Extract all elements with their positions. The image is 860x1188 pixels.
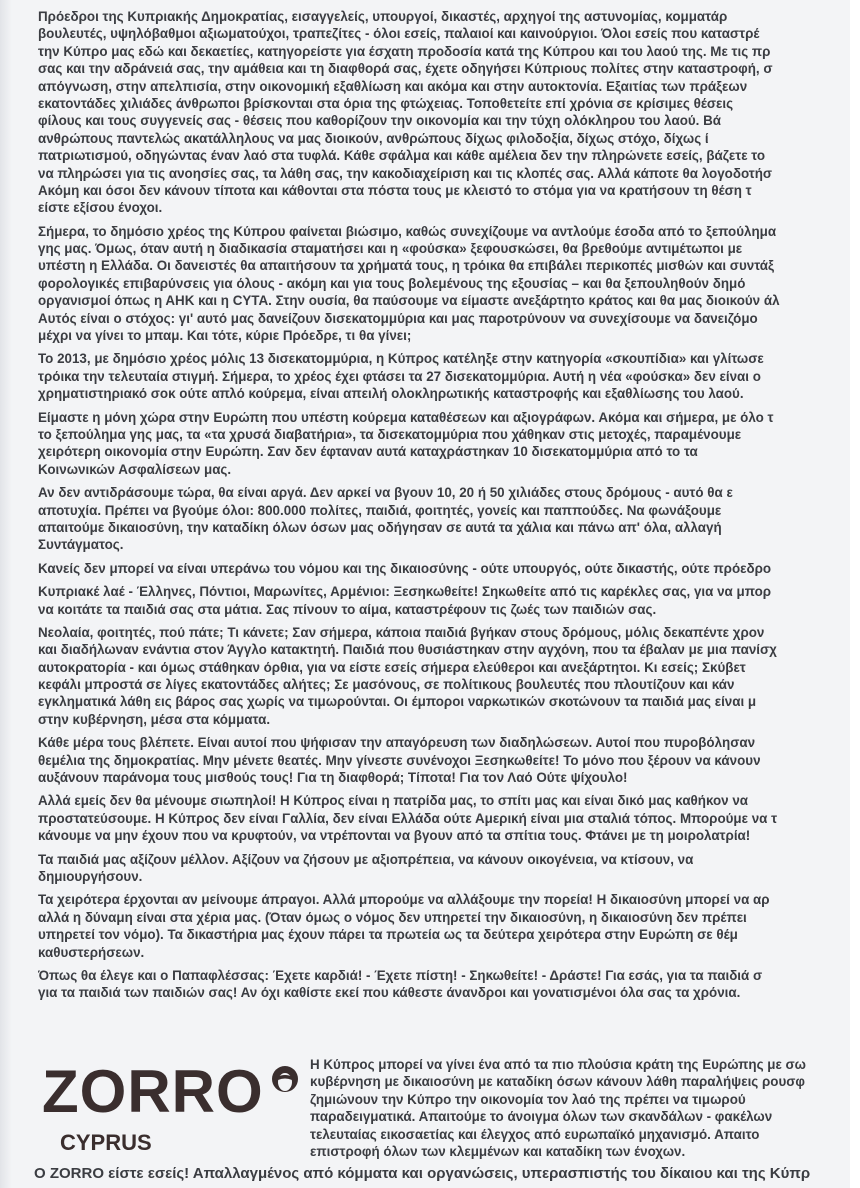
zorro-logo <box>38 1056 300 1164</box>
text-line: τελευταίας εικοσαετίας και έλεγχος από ευρωπαϊκό μηχανισμό. Απαιτο <box>310 1126 760 1142</box>
text-line: εγκληματικά λάθη εις βάρος σας χωρίς να τιμωρούνται. Οι έμποροι ναρκωτικών σκοτώνουν τα παιδιά μας είναι μ <box>38 694 757 710</box>
text-line: Το 2013, με δημόσιο χρέος μόλις 13 δισεκατομμύρια, η Κύπρος κατέληξε στην κατηγορία «σκουπίδια» και γλίτωσε <box>38 351 764 367</box>
text-line: παραδειγματικά. Απαιτούμε το άνοιγμα όλων των σκανδάλων - φακέλων <box>310 1109 773 1125</box>
paragraph <box>38 624 850 728</box>
text-line: είστε εξίσου ένοχοι. <box>38 200 163 216</box>
text-line: υπηρετεί τον νόμο). Τα δικαστήρια μας έχουν πάρει τα πρωτεία ως τα δεύτερα χειρότερα στην Ευρώπη σε θέμ <box>38 927 738 943</box>
text-line: κυβέρνηση με δικαιοσύνη με καταδίκη όσων κάνουν λάθη παραλήψεις ρουσφ <box>310 1074 805 1090</box>
logo-word: ZORRO <box>42 1058 264 1125</box>
paragraph <box>38 223 850 345</box>
text-line: απαιτούμε δικαιοσύνη, την καταδίκη όλων όσων μας οδήγησαν σε αυτά τα χάλια και πάνω απ' όλα, αλλαγή <box>38 519 722 535</box>
text-line: επιστροφή όλων των κλεμμένων και καταδίκη των ένοχων. <box>310 1143 686 1159</box>
paragraph <box>38 560 850 577</box>
paragraph <box>38 583 850 618</box>
text-line: Τα παιδιά μας αξίζουν μέλλον. Αξίζουν να ζήσουν με αξιοπρέπεια, να κάνουν οικογένεια, να κτίσουν, να <box>38 851 694 867</box>
text-line: καθυστερήσεων. <box>38 944 145 960</box>
text-line: για τα παιδιά των παιδιών σας! Αν όχι καθίστε εκεί που κάθεστε άνανδροι και γονατισμένοι όλα σας τα χρόνια. <box>38 985 741 1001</box>
text-line: χρηματιστηριακό σοκ ούτε απλό κούρεμα, είναι απειλή ολοκληρωτικής καταστροφής και εξαθλίωσης του λαού. <box>38 386 744 402</box>
text-line: Κυπριακέ λαέ - Έλληνες, Πόντιοι, Μαρωνίτες, Αρμένιοι: Ξεσηκωθείτε! Σηκωθείτε από τις καρέκλες σας, για να μπορ <box>38 584 772 600</box>
text-line: Πρόεδροι της Κυπριακής Δημοκρατίας, εισαγγελείς, υπουργοί, δικαστές, αρχηγοί της αστυνομίας, κομματάρ <box>38 9 728 24</box>
text-line: τρόικα την τελευταία στιγμή. Σήμερα, το χρέος έχει φτάσει τα 27 δισεκατομμύρια. Αυτή η νέα «φούσκα» δεν είναι ο <box>38 368 761 384</box>
paragraph <box>38 792 850 844</box>
text-line: χειρότερη οικονομία στην Ευρώπη. Σαν δεν έφταναν αυτά καταχράστηκαν 10 δισεκατομμύρια από το τα <box>38 444 698 460</box>
text-line: Κανείς δεν μπορεί να είναι υπεράνω του νόμου και της δικαιοσύνης - ούτε υπουργός, ούτε δικαστής, ούτε πρόεδρο <box>38 560 772 576</box>
masked-face-icon <box>270 1064 300 1094</box>
text-line: Συντάγματος. <box>38 537 124 553</box>
text-line: και διαδήλωναν ενάντια στον Άγγλο κατακτητή. Παιδιά που θυσιάστηκαν στην αγχόνη, που τα έβαλαν με μια πανίσχ <box>38 642 777 658</box>
text-line: Αν δεν αντιδράσουμε τώρα, θα είναι αργά. Δεν αρκεί να βγουν 10, 20 ή 50 χιλιάδες στους δρόμους - αυτό θα ε <box>38 485 733 501</box>
text-line: να πληρώσει για τις ανοησίες σας, τα λάθη σας, την κακοδιαχείριση και τις κλοπές σας. Αλλά κάποτε θα λογοδοτήσ <box>38 165 773 181</box>
text-line: Αυτός είναι ο στόχος: γι' αυτό μας δανείζουν δισεκατομμύρια και μας παροτρύνουν να συνεχίσουμε να δανειζόμο <box>38 310 758 326</box>
text-line: δημιουργήσουν. <box>38 868 143 884</box>
text-line: Σήμερα, το δημόσιο χρέος της Κύπρου φαίνεται βιώσιμο, καθώς συνεχίζουμε να αντλούμε έσοδα από το ξεπούλημα <box>38 223 777 239</box>
text-line: μέχρι να γίνει το μπαμ. Και τότε, κύριε Πρόεδρε, τι θα γίνει; <box>38 328 412 344</box>
text-line: αυτοκρατορία - και όμως στάθηκαν όρθια, για να είστε εσείς σήμερα ελεύθεροι και ανεξάρτητοι. Κι εσείς; Σκύβετ <box>38 659 746 675</box>
paragraph <box>38 8 850 217</box>
text-line: κεφάλι μπροστά σε λίγες εκατοντάδες αλήτες; Σε μασόνους, σε πολίτικους βουλευτές που πλουτίζουν και κάν <box>38 677 735 693</box>
text-line: Κάθε μέρα τους βλέπετε. Είναι αυτοί που ψήφισαν την απαγόρευση των διαδηλώσεων. Αυτοί που πυροβόλησαν <box>38 735 756 751</box>
paragraph <box>38 734 850 786</box>
text-line: στην κυβέρνηση, μέσα στα κόμματα. <box>38 711 271 727</box>
closing-paragraph <box>310 1056 850 1160</box>
paragraph <box>38 851 850 886</box>
text-line: Νεολαία, φοιτητές, πού πάτε; Τι κάνετε; Σαν σήμερα, κάποια παιδιά βγήκαν στους δρόμους, μόλις δεκαπέντε χρον <box>38 624 765 640</box>
text-line: την Κύπρο μας εδώ και δεκαετίες, κατηγορείστε για έσχατη προδοσία κατά της Κύπρου και του λαού της. Με τις πρ <box>38 43 771 59</box>
text-line: Τα χειρότερα έρχονται αν μείνουμε άπραγοι. Αλλά μπορούμε να αλλάξουμε την πορεία! Η δικαιοσύνη μπορεί να αρ <box>38 892 770 908</box>
text-line: γης μας. Όμως, όταν αυτή η διαδικασία σταματήσει και η «φούσκα» ξεφουσκώσει, θα βρεθούμε αντιμέτωποι με <box>38 241 743 257</box>
text-line: Κοινωνικών Ασφαλίσεων μας. <box>38 461 232 477</box>
logo-subtitle: CYPRUS <box>60 1130 152 1155</box>
paragraph <box>38 409 850 479</box>
text-line: οργανισμοί όπως η ΑΗΚ και η CYTA. Στην ουσία, θα παύσουμε να είμαστε ανεξάρτητο κράτος και θα μας διοικούν άλ <box>38 293 780 309</box>
text-line: να κοιτάτε τα παιδιά σας στα μάτια. Σας πίνουν το αίμα, καταστρέφουν τις ζωές των παιδιών σας. <box>38 601 657 617</box>
text-line: Όπως θα έλεγε και ο Παπαφλέσσας: Έχετε καρδιά! - Έχετε πίστη! - Σηκωθείτε! - Δράστε! Για εσάς, για τα παιδιά σ <box>38 967 763 983</box>
paragraph <box>38 484 850 554</box>
text-line: θεμέλια της δημοκρατίας. Μην μένετε θεατές. Μην γίνεστε συνένοχοι Ξεσηκωθείτε! Το μόνο που ξέρουν να κάνουν <box>38 752 761 768</box>
text-line: Η Κύπρος μπορεί να γίνει ένα από τα πιο πλούσια κράτη της Ευρώπης με σω <box>310 1057 806 1072</box>
scan-right-edge <box>850 0 860 1188</box>
text-line: σας και την αδράνειά σας, την αμάθεια και τη διαφθορά σας, έχετε οδηγήσει Κύπριους πολίτες στην καταστροφή, σ <box>38 61 773 77</box>
text-line: ζημιώνουν την Κύπρο την οικονομία τον λαό της πρέπει να τιμωρού <box>310 1091 746 1107</box>
text-line: βουλευτές, υψηλόβαθμοι αξιωματούχοι, τραπεζίτες - όλοι εσείς, παλαιοί και καινούργιοι. Όλοι εσείς που καταστρέ <box>38 26 760 42</box>
text-line: Αλλά εμείς δεν θα μένουμε σιωπηλοί! Η Κύπρος είναι η πατρίδα μας, το σπίτι μας και είναι δικό μας καθήκον να <box>38 793 749 809</box>
text-line: αυξάνουν παράνομα τους μισθούς τους! Για τη διαφθορά; Τίποτα! Για τον Λαό Ούτε ψίχουλο! <box>38 770 628 786</box>
scan-left-edge <box>0 0 12 1188</box>
paragraph <box>38 891 850 961</box>
footer-line: Ο ZORRO είστε εσείς! Απαλλαγμένος από κόμματα και οργανώσεις, υπερασπιστής του δίκαιου και της Κύπρ <box>34 1165 811 1182</box>
text-line: το ξεπούλημα γης μας, τα «τα χρυσά διαβατήρια», τα δισεκατομμύρια που χάθηκαν στις μετοχές, παραμένουμε <box>38 426 742 442</box>
text-line: απόγνωση, στην απελπισία, στην οικονομική εξαθλίωση και ακόμα και στην αυτοκτονία. Εξαιτίας των πράξεων <box>38 78 748 94</box>
text-line: Είμαστε η μόνη χώρα στην Ευρώπη που υπέστη κούρεμα καταθέσεων και αξιογράφων. Ακόμα και σήμερα, με όλο τ <box>38 409 774 425</box>
text-line: πατριωτισμού, οδηγώντας έναν λαό στα τυφλά. Κάθε σφάλμα και κάθε αμέλεια δεν την πληρώνετε εσείς, βάζετε το <box>38 148 766 164</box>
paragraph <box>38 967 850 1002</box>
text-line: κάνουμε να μην έχουν που να κρυφτούν, να ντρέπονται να βγουν από τα σπίτια τους. Φτάνει με τη μοιρολατρία! <box>38 828 751 844</box>
text-line: προστατεύσουμε. Η Κύπρος δεν είναι Γαλλία, δεν είναι Ελλάδα ούτε Αμερική είναι μια σταλιά τόπος. Μπορούμε να τ <box>38 810 778 826</box>
text-line: υπέστη η Ελλάδα. Οι δανειστές θα απαιτήσουν τα χρήματά τους, η τρόικα θα επιβάλει περικοπές μισθών και συντάξ <box>38 258 775 274</box>
text-line: φορολογικές επιβαρύνσεις για όλους - ακόμη και για τους βολεμένους της εξουσίας – και θα ξεπουληθούν δημό <box>38 275 746 291</box>
text-line: αποτυχία. Πρέπει να βγούμε όλοι: 800.000 πολίτες, παιδιά, φοιτητές, γονείς και παππούδες. Να φωνάξουμε <box>38 502 722 518</box>
text-line: φίλους και τους συγγενείς σας - θέσεις που καθορίζουν την οικονομία και την τύχη ολόκληρου του λαού. Βά <box>38 113 722 129</box>
text-line: Ακόμη και όσοι δεν κάνουν τίποτα και κάθονται στα πόστα τους με κλειστό το στόμα για να κρατήσουν τη θέση τ <box>38 182 752 198</box>
document-body <box>38 8 850 1008</box>
paragraph <box>38 350 850 402</box>
text-line: ανθρώπους παντελώς ακατάλληλους να μας διοικούν, ανθρώπους δίχως φιλοδοξία, δίχως στόχο, δίχως ί <box>38 130 709 146</box>
logo-section <box>38 1056 850 1164</box>
text-line: εκατοντάδες χιλιάδες άνθρωποι βρίσκονται στα όρια της φτώχειας. Τοποθετείτε επί χρόνια σε κρίσιμες θέσεις <box>38 95 734 111</box>
text-line: αλλά η δύναμη είναι στα χέρια μας. (Όταν όμως ο νόμος δεν υπηρετεί την δικαιοσύνη, η δικαιοσύνη δεν πρέπει <box>38 909 747 925</box>
